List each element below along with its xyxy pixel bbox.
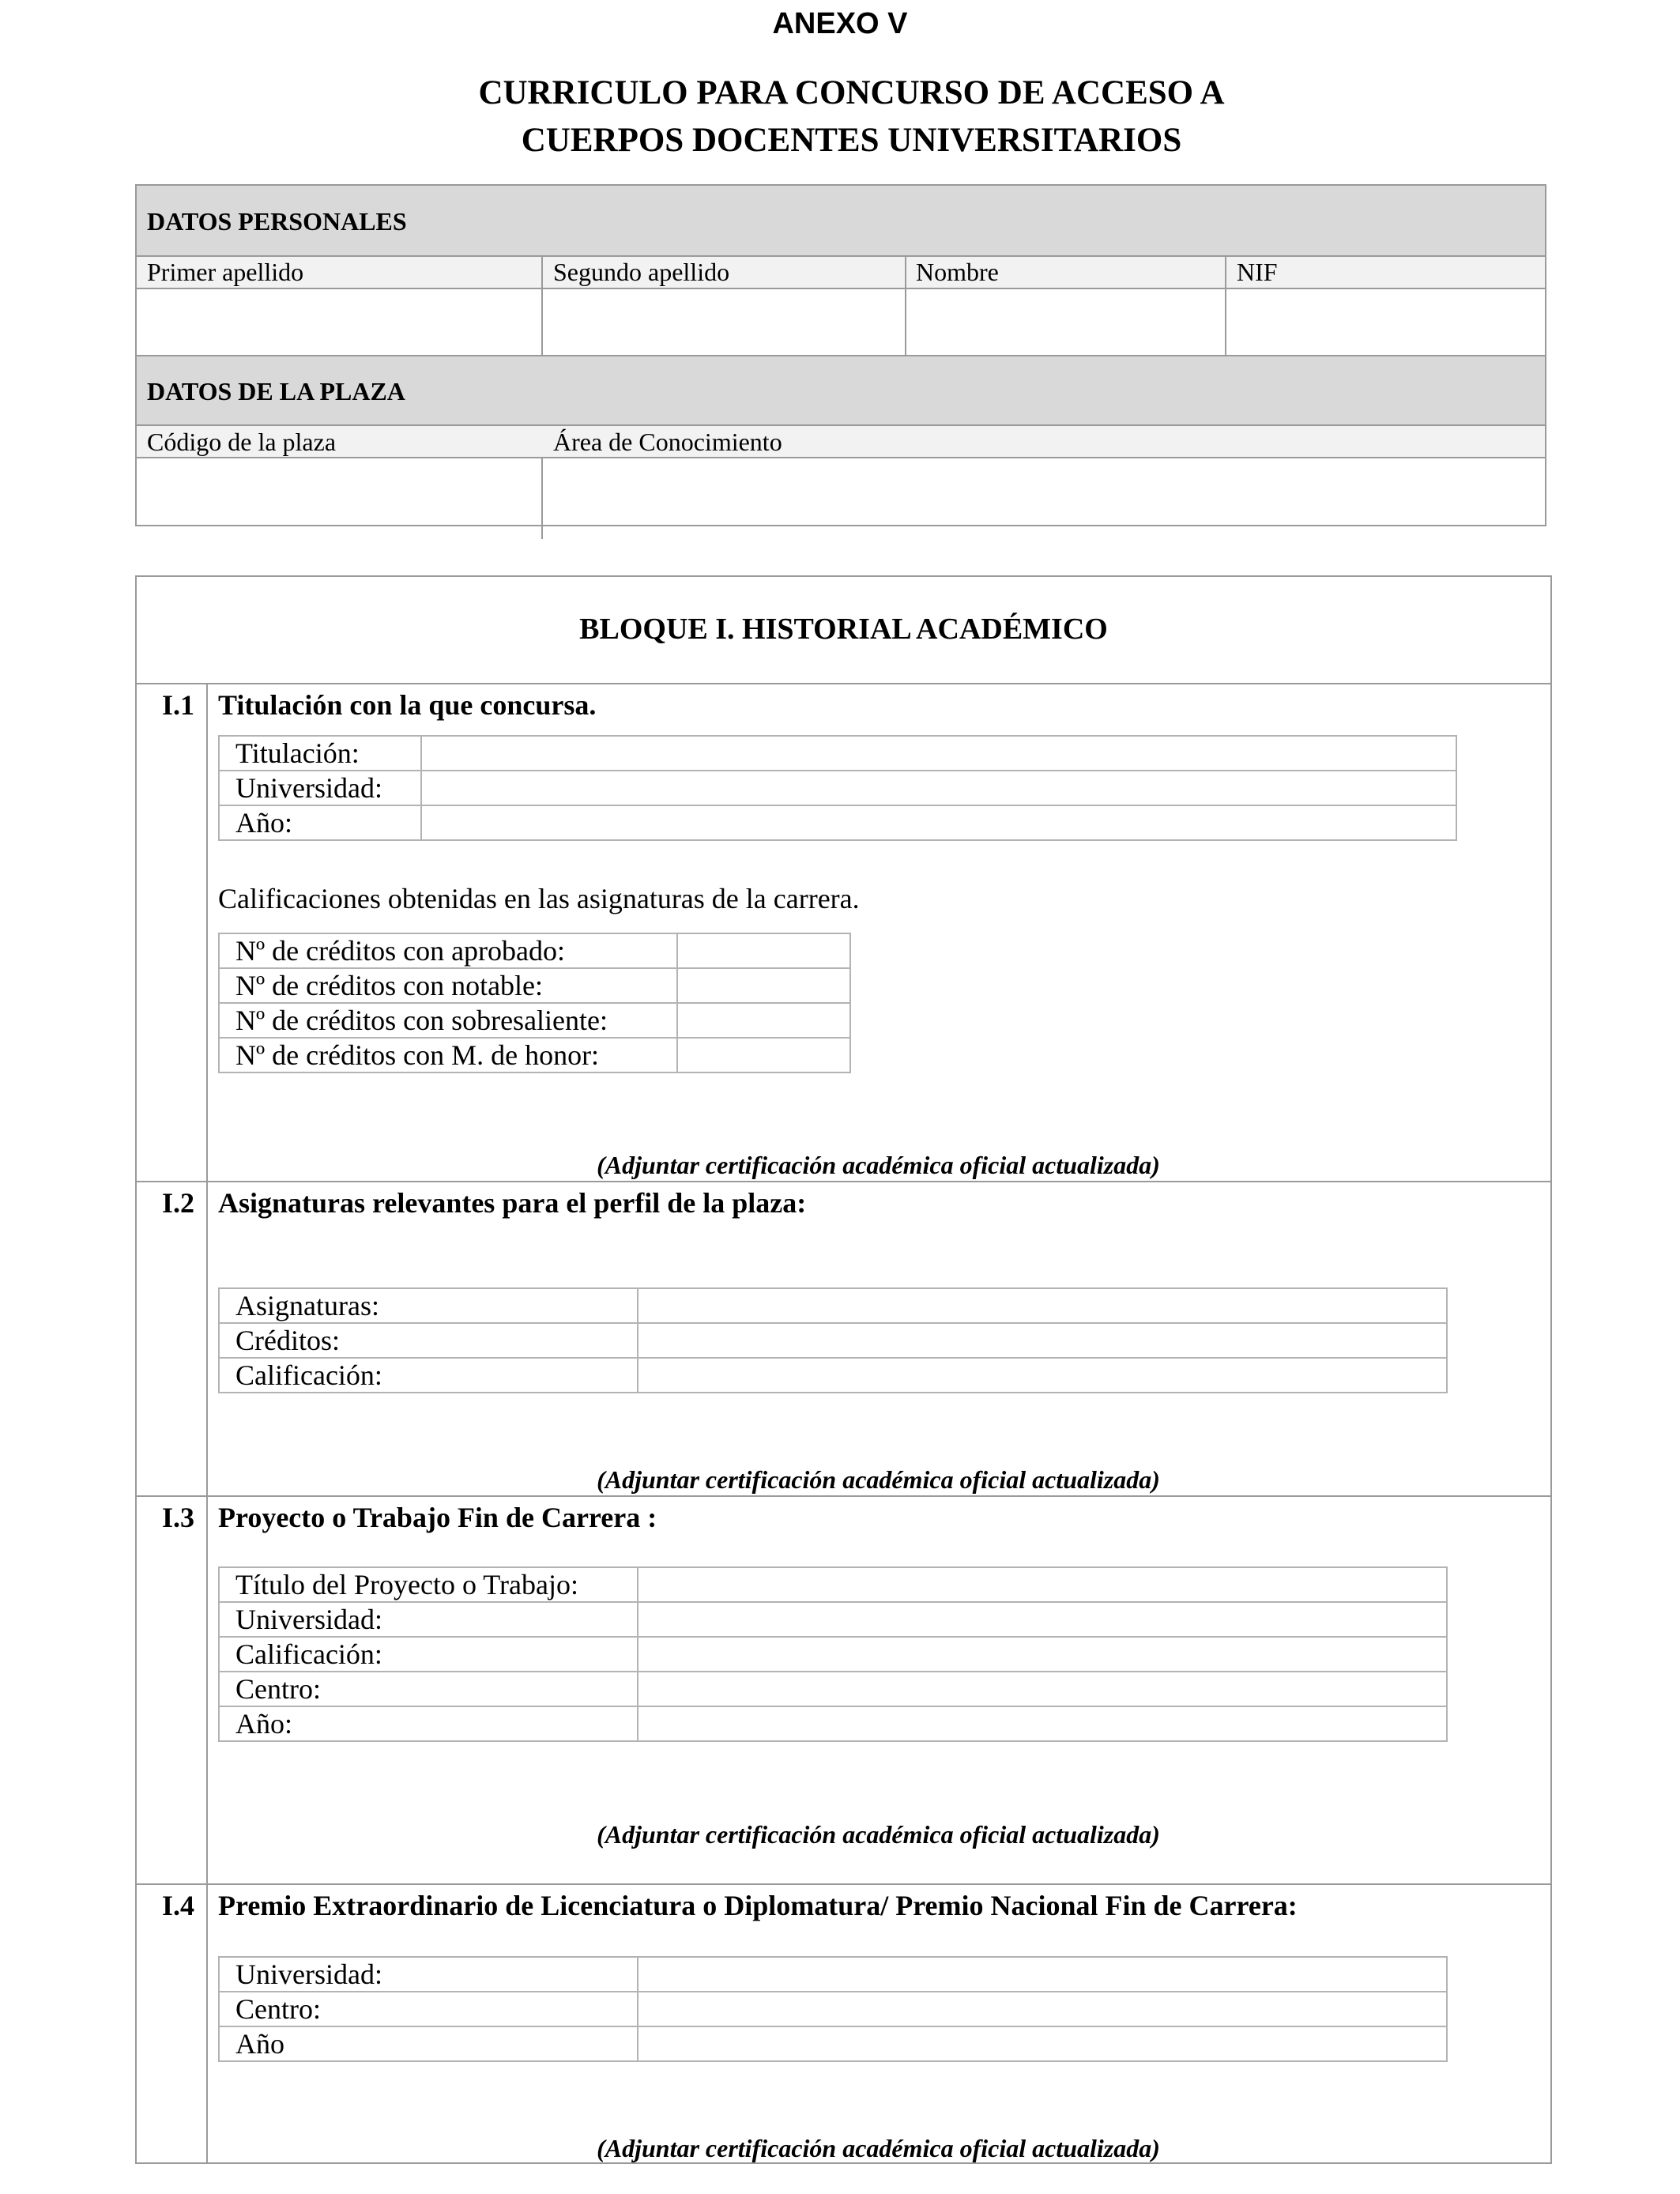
credits-honor-value[interactable] [677,1038,850,1072]
degree-table [218,735,1457,841]
name-label: Nombre [916,258,999,286]
award-year-value[interactable] [638,2026,1447,2061]
award-center-value[interactable] [638,1992,1447,2026]
project-grade-label: Calificación: [219,1637,638,1672]
document-title-line-1: CURRICULO PARA CONCURSO DE ACCESO A [478,74,1225,111]
award-table [218,1956,1448,2062]
table-row [219,1038,850,1072]
table-row [219,1323,1447,1358]
table-row [219,933,850,968]
project-center-value[interactable] [638,1672,1447,1706]
table-row [219,2026,1447,2061]
award-university-value[interactable] [638,1957,1447,1992]
year-value[interactable] [421,805,1456,840]
award-year-label: Año [219,2026,638,2061]
second-surname-label: Segundo apellido [553,258,730,286]
subjects-label: Asignaturas: [219,1288,638,1323]
project-university-value[interactable] [638,1602,1447,1637]
subjects-table [218,1287,1448,1393]
project-title-value[interactable] [638,1567,1447,1602]
subjects-value[interactable] [638,1288,1447,1323]
block-title: BLOQUE I. HISTORIAL ACADÉMICO [579,613,1108,646]
credits-sobresaliente-value[interactable] [677,1003,850,1038]
personal-data-table [135,184,1546,526]
year-label: Año: [219,805,421,840]
personal-data-title: DATOS PERSONALES [147,207,407,236]
table-row [219,1992,1447,2026]
knowledge-area-field[interactable] [543,458,1545,525]
item-title-2: Asignaturas relevantes para el perfil de la plaza: [218,1187,807,1219]
degree-label: Titulación: [219,736,421,771]
item-number-4: I.4 [162,1890,195,1921]
table-row [219,1957,1447,1992]
first-surname-field[interactable] [137,289,540,354]
plaza-code-label: Código de la plaza [147,428,337,456]
university-label: Universidad: [219,771,421,805]
credits-honor-label: Nº de créditos con M. de honor: [219,1038,677,1072]
grade-value[interactable] [638,1358,1447,1393]
table-row [219,1358,1447,1393]
project-center-label: Centro: [219,1672,638,1706]
name-field[interactable] [906,289,1223,354]
attachment-note-4: (Adjuntar certificación académica oficial actualizada) [597,2134,1160,2162]
item-title-3: Proyecto o Trabajo Fin de Carrera : [218,1502,657,1533]
table-row [219,1567,1447,1602]
credits-value[interactable] [638,1323,1447,1358]
credits-sobresaliente-label: Nº de créditos con sobresaliente: [219,1003,677,1038]
project-title-label: Título del Proyecto o Trabajo: [219,1567,638,1602]
table-row [219,1672,1447,1706]
table-row [219,968,850,1003]
item-number-1: I.1 [162,689,195,721]
award-center-label: Centro: [219,1992,638,2026]
table-row [219,1706,1447,1741]
nif-field[interactable] [1226,289,1545,354]
plaza-title: DATOS DE LA PLAZA [147,377,405,405]
table-row [219,771,1456,805]
attachment-note-2: (Adjuntar certificación académica oficial actualizada) [597,1465,1160,1494]
final-project-table [218,1566,1448,1742]
award-university-label: Universidad: [219,1957,638,1992]
credits-notable-label: Nº de créditos con notable: [219,968,677,1003]
university-value[interactable] [421,771,1456,805]
table-row [219,1003,850,1038]
plaza-code-field[interactable] [137,458,540,525]
document-title-line-2: CUERPOS DOCENTES UNIVERSITARIOS [521,122,1182,159]
credits-aprobado-value[interactable] [677,933,850,968]
item-number-2: I.2 [162,1187,195,1219]
item-number-3: I.3 [162,1502,195,1533]
first-surname-label: Primer apellido [147,258,304,286]
project-year-label: Año: [219,1706,638,1741]
table-row [219,736,1456,771]
project-year-value[interactable] [638,1706,1447,1741]
table-row [219,1602,1447,1637]
project-university-label: Universidad: [219,1602,638,1637]
attachment-note-3: (Adjuntar certificación académica oficial actualizada) [597,1820,1160,1849]
credits-table [218,933,851,1073]
grade-label: Calificación: [219,1358,638,1393]
annex-label: ANEXO V [772,7,908,40]
table-row [219,805,1456,840]
degree-value[interactable] [421,736,1456,771]
item-title-1: Titulación con la que concursa. [218,689,597,721]
attachment-note-1: (Adjuntar certificación académica oficial actualizada) [597,1151,1160,1179]
table-row [219,1288,1447,1323]
nif-label: NIF [1237,258,1278,286]
table-row [219,1637,1447,1672]
project-grade-value[interactable] [638,1637,1447,1672]
item-title-4: Premio Extraordinario de Licenciatura o Diplomatura/ Premio Nacional Fin de Carrera: [218,1890,1298,1921]
grades-subtitle: Calificaciones obtenidas en las asignaturas de la carrera. [218,883,860,914]
credits-aprobado-label: Nº de créditos con aprobado: [219,933,677,968]
credits-label: Créditos: [219,1323,638,1358]
academic-history-block [135,575,1552,2164]
second-surname-field[interactable] [543,289,903,354]
credits-notable-value[interactable] [677,968,850,1003]
knowledge-area-label: Área de Conocimiento [553,428,782,456]
